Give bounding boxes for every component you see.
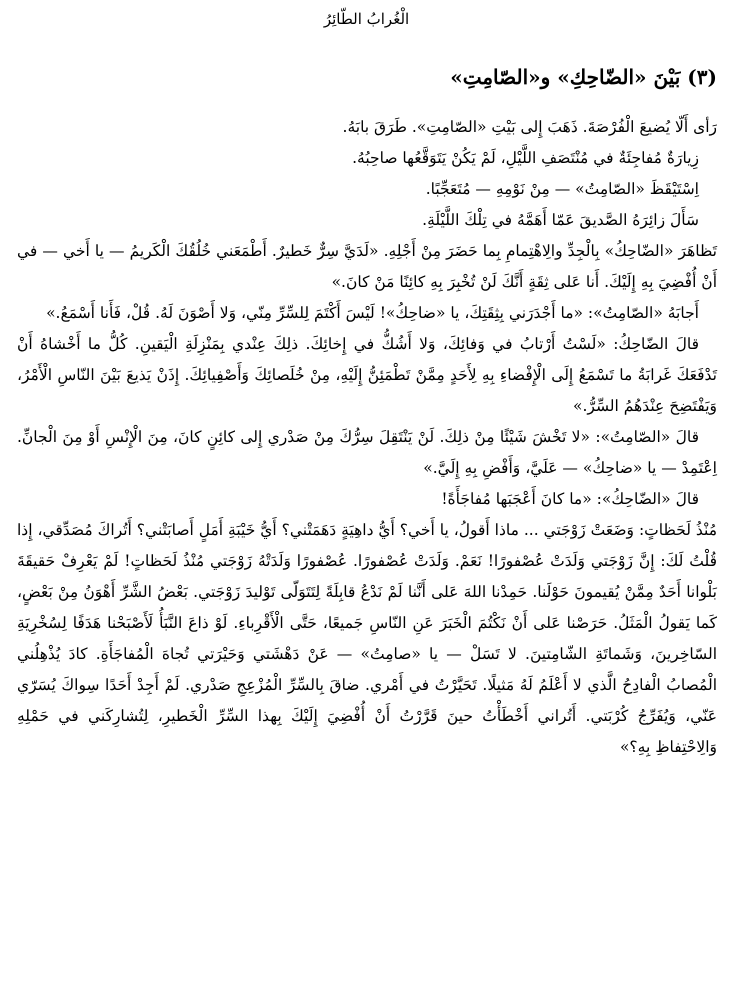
paragraph: تَظاهَرَ «الضّاحِكُ» بِالْجِدِّ والِاهْتِمامِ بِما حَضَرَ مِنْ أَجْلِهِ. «لَدَيَّ سِرٌّ خَطيرٌ. أَطْمَعَني خُلُقُكَ الْكَريمُ — يا أَخي — في أَنْ أُفْضِيَ بِهِ إِلَيْكَ. أَنا عَلى ثِقَةٍ أَنَّكَ لَنْ تُخْبِرَ بِهِ كائِنًا مَنْ كانَ.»: [17, 242, 717, 291]
running-head: الْغُرابُ الطّائِرُ: [323, 10, 410, 28]
paragraph: سَأَلَ زائِرَهُ الصَّديقَ عَمّا أَهَمَّهُ في تِلْكَ اللَّيْلَةِ.: [422, 211, 699, 229]
paragraph: زِيارَةٌ مُفاجِئَةٌ في مُنْتَصَفِ اللَّيْلِ، لَمْ يَكُنْ يَتَوَقَّعُها صاحِبُهُ.: [352, 149, 699, 167]
paragraph: رَأى أَلّا يُضيعَ الْفُرْصَةَ. ذَهَبَ إِلى بَيْتِ «الصّامِتِ». طَرَقَ بابَهُ.: [342, 118, 717, 136]
paragraph: اِسْتَيْقَظَ «الصّامِتُ» — مِنْ نَوْمِهِ — مُتَعَجِّبًا.: [425, 180, 699, 198]
paragraph: أَجابَهُ «الصّامِتُ»: «ما أَجْدَرَني بِثِقَتِكَ، يا «ضاحِكُ»! لَيْسَ أَكْتَمَ لِلسِّرِّ مِنّي، وَلا أَصْوَنَ لَهُ. قُلْ، فَأَنا أَسْمَعُ.»: [46, 304, 699, 322]
paragraph: قالَ «الصّامِتُ»: «لا تَخْشَ شَيْئًا مِنْ ذلِكَ. لَنْ يَنْتَقِلَ سِرُّكَ مِنْ صَدْري إِلى كائِنٍ كانَ، مِنَ الْإِنْسِ أَوْ مِنَ الْجانِّ. اِعْتَمِدْ — يا «ضاحِكُ» — عَلَيَّ، وَأَفْضِ بِهِ إِلَيَّ.»: [17, 428, 717, 477]
paragraph: قالَ الضّاحِكُ: «لَسْتُ أَرْتابُ في وَفائِكَ، وَلا أَشُكُّ في إِخائِكَ. ذلِكَ عِنْدي بِمَنْزِلَةِ الْيَقينِ. كُلُّ ما أَخْشاهُ أَنْ تَدْفَعَكَ غَرابَةُ ما تَسْمَعُ إِلَى الْإِفْضاءِ بِهِ لِأَحَدٍ مِمَّنْ تَطْمَئِنُّ إِلَيْهِ، مِنْ خُلَصائِكَ وَأَصْفِيائِكَ. إِذَنْ يَذيعَ بَيْنَ النّاسِ الْأَمْرُ، وَيَفْتَضِحَ عِنْدَهُمُ السِّرُّ.»: [17, 335, 717, 415]
chapter-title: (٣) بَيْنَ «الضّاحِكِ» و«الصّامِتِ»: [450, 65, 717, 89]
body-text: [17, 112, 717, 763]
paragraph: قالَ «الضّاحِكُ»: «ما كانَ أَعْجَبَها مُفاجَأَةً!: [441, 490, 699, 508]
paragraph: مُنْذُ لَحَظاتٍ: وَضَعَتْ زَوْجَتي ... ماذا أَقولُ، يا أَخي؟ أَيُّ داهِيَةٍ دَهَمَتْني؟ أَيُّ خَيْبَةِ أَمَلٍ أَصابَتْني؟ أَتُراكَ مُصَدِّقي، إِذا قُلْتُ لَكَ: إِنَّ زَوْجَتي وَلَدَتْ عُصْفورًا! نَعَمْ. وَلَدَتْ عُصْفورًا. عُصْفورًا وَلَدَتْهُ زَوْجَتي مُنْذُ لَحَظاتٍ! لَمْ يَعْرِفْ حَقيقَةَ بَلْوانا أَحَدٌ مِمَّنْ يُقيمونَ حَوْلَنا. حَمِدْنا اللهَ عَلى أَنَّنا لَمْ نَدْعُ قابِلَةً لِتَتَوَلّى تَوْليدَ زَوْجَتي. بَعْضُ الشَّرِّ أَهْوَنُ مِنْ بَعْضٍ، كَما يَقولُ الْمَثَلُ. حَرَصْنا عَلى أَنْ نَكْتُمَ الْخَبَرَ عَنِ النّاسِ جَميعًا، حَتَّى الْأَقْرِباءِ. لَوْ ذاعَ النَّبَأُ لَأَصْبَحْنا هَدَفًا لِسُخْرِيَةِ السّاخِرينَ، وَشَماتَةِ الشّامِتينَ. لا تَسَلْ — يا «صامِتُ» — عَنْ دَهْشَتي وَحَيْرَتي تُجاهَ الْمُفاجَأَةِ. كادَ يُذْهِلُني الْمُصابُ الْفادِحُ الَّذي لا أَعْلَمُ لَهُ مَثيلًا. تَحَيَّرْتُ في أَمْري. ضاقَ بِالسِّرِّ الْمُزْعِجِ صَدْري. لَمْ أَجِدْ أَحَدًا سِواكَ يُسَرّي عَنّي، وَيُفَرِّجُ كُرْبَتي. أَتُراني أَخْطَأْتُ حينَ قَرَّرْتُ أَنْ أُفْضِيَ إِلَيْكَ بِهذا السِّرِّ الْخَطيرِ، لِتُشارِكَني في حَمْلِهِ وَالِاحْتِفاظِ بِهِ؟»: [17, 521, 717, 756]
